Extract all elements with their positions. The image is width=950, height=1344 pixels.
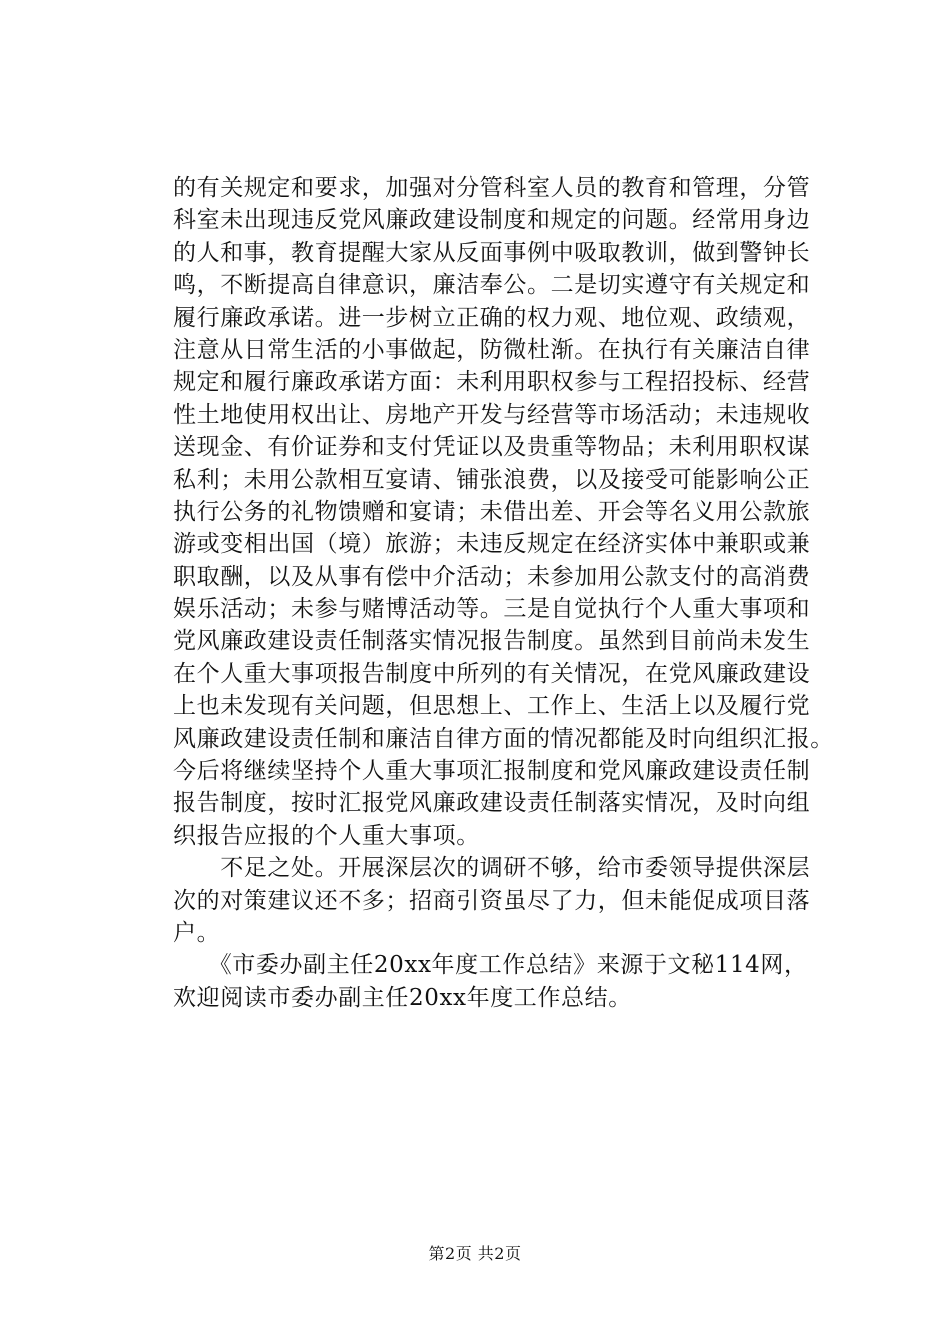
text-line: 性土地使用权出让、房地产开发与经营等市场活动；未违规收 <box>173 401 811 428</box>
text-line: 今后将继续坚持个人重大事项汇报制度和党风廉政建设责任制 <box>173 758 811 785</box>
text-line: 执行公务的礼物馈赠和宴请；未借出差、开会等名义用公款旅 <box>173 498 811 525</box>
text-line: 的人和事，教育提醒大家从反面事例中吸取教训，做到警钟长 <box>173 239 811 266</box>
text-line: 风廉政建设责任制和廉洁自律方面的情况都能及时向组织汇报。 <box>173 725 834 752</box>
text-line: 《市委办副主任20xx年度工作总结》来源于文秘114网， <box>173 952 808 979</box>
text-line: 私利；未用公款相互宴请、铺张浪费，以及接受可能影响公正 <box>173 466 811 493</box>
document-body <box>173 172 873 1014</box>
text-line: 职取酬，以及从事有偿中介活动；未参加用公款支付的高消费 <box>173 563 811 590</box>
text-line: 鸣，不断提高自律意识，廉洁奉公。二是切实遵守有关规定和 <box>173 272 811 299</box>
text-line: 游或变相出国（境）旅游；未违反规定在经济实体中兼职或兼 <box>173 531 811 558</box>
text-line: 上也未发现有关问题，但思想上、工作上、生活上以及履行党 <box>173 693 811 720</box>
text-line: 履行廉政承诺。进一步树立正确的权力观、地位观、政绩观， <box>173 304 811 331</box>
text-line: 欢迎阅读市委办副主任20xx年度工作总结。 <box>173 984 632 1011</box>
text-line: 在个人重大事项报告制度中所列的有关情况，在党风廉政建设 <box>173 660 811 687</box>
text-line: 不足之处。开展深层次的调研不够，给市委领导提供深层 <box>173 855 811 882</box>
text-line: 的有关规定和要求，加强对分管科室人员的教育和管理，分管 <box>173 175 811 201</box>
text-line: 科室未出现违反党风廉政建设制度和规定的问题。经常用身边 <box>173 207 811 234</box>
text-line: 次的对策建议还不多；招商引资虽尽了力，但未能促成项目落 <box>173 887 811 914</box>
text-line: 规定和履行廉政承诺方面：未利用职权参与工程招投标、经营 <box>173 369 811 396</box>
text-line: 党风廉政建设责任制落实情况报告制度。虽然到目前尚未发生 <box>173 628 811 655</box>
page-number-footer: 第2页 共2页 <box>428 1244 522 1263</box>
text-line: 娱乐活动；未参与赌博活动等。三是自觉执行个人重大事项和 <box>173 596 811 623</box>
text-line: 报告制度，按时汇报党风廉政建设责任制落实情况，及时向组 <box>173 790 811 817</box>
text-line: 送现金、有价证券和支付凭证以及贵重等物品；未利用职权谋 <box>173 434 811 461</box>
text-line: 织报告应报的个人重大事项。 <box>173 822 480 849</box>
text-line: 户。 <box>173 919 221 946</box>
text-line: 注意从日常生活的小事做起，防微杜渐。在执行有关廉洁自律 <box>173 336 811 363</box>
